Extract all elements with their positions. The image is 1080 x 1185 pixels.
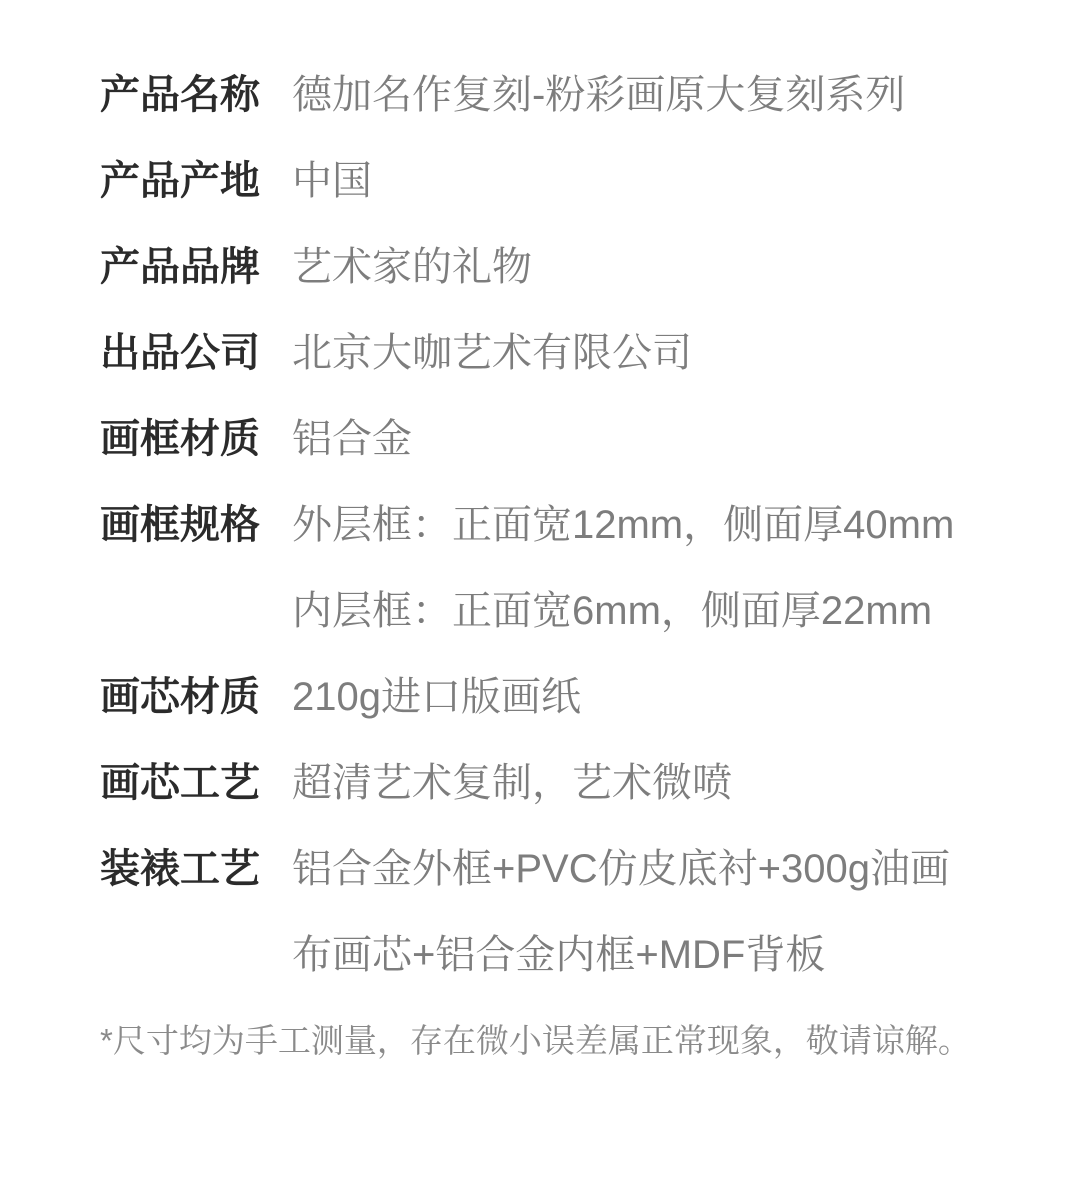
spec-value	[292, 654, 984, 740]
spec-row-print-material	[100, 654, 984, 740]
spec-row-origin	[100, 138, 984, 224]
spec-value	[292, 224, 984, 310]
spec-value	[292, 826, 984, 998]
spec-row-brand	[100, 224, 984, 310]
spec-label: 画芯工艺	[100, 761, 260, 805]
measurement-disclaimer: *尺寸均为手工测量，存在微小误差属正常现象，敬请谅解。	[100, 1022, 971, 1059]
spec-value-line: 铝合金	[292, 417, 412, 461]
spec-label: 产品产地	[100, 159, 260, 203]
spec-value-line: 超清艺术复制，艺术微喷	[292, 761, 732, 805]
spec-value-line: 外层框：正面宽12mm，侧面厚40mm	[292, 503, 955, 547]
spec-value-line: 布画芯+铝合金内框+MDF背板	[292, 933, 826, 977]
spec-label: 画框规格	[100, 503, 260, 547]
spec-row-frame-material	[100, 396, 984, 482]
spec-value-line: 中国	[292, 159, 372, 203]
spec-label: 装裱工艺	[100, 847, 260, 891]
spec-row-product-name	[100, 52, 984, 138]
spec-value	[292, 482, 984, 654]
spec-value	[292, 52, 984, 138]
spec-value-line: 铝合金外框+PVC仿皮底衬+300g油画	[292, 847, 950, 891]
spec-value-line: 艺术家的礼物	[292, 245, 532, 289]
spec-label: 画芯材质	[100, 675, 260, 719]
spec-value	[292, 396, 984, 482]
spec-value-line: 德加名作复刻-粉彩画原大复刻系列	[292, 73, 906, 117]
spec-label: 产品名称	[100, 73, 260, 117]
spec-row-frame-size	[100, 482, 984, 654]
spec-value	[292, 138, 984, 224]
spec-value-line: 210g进口版画纸	[292, 675, 581, 719]
spec-label: 画框材质	[100, 417, 260, 461]
spec-label: 出品公司	[100, 331, 260, 375]
spec-row-company	[100, 310, 984, 396]
spec-value	[292, 740, 984, 826]
spec-row-print-craft	[100, 740, 984, 826]
spec-value-line: 北京大咖艺术有限公司	[292, 331, 692, 375]
spec-label: 产品品牌	[100, 245, 260, 289]
spec-value-line: 内层框：正面宽6mm，侧面厚22mm	[292, 589, 933, 633]
spec-value	[292, 310, 984, 396]
spec-row-mounting-craft	[100, 826, 984, 998]
